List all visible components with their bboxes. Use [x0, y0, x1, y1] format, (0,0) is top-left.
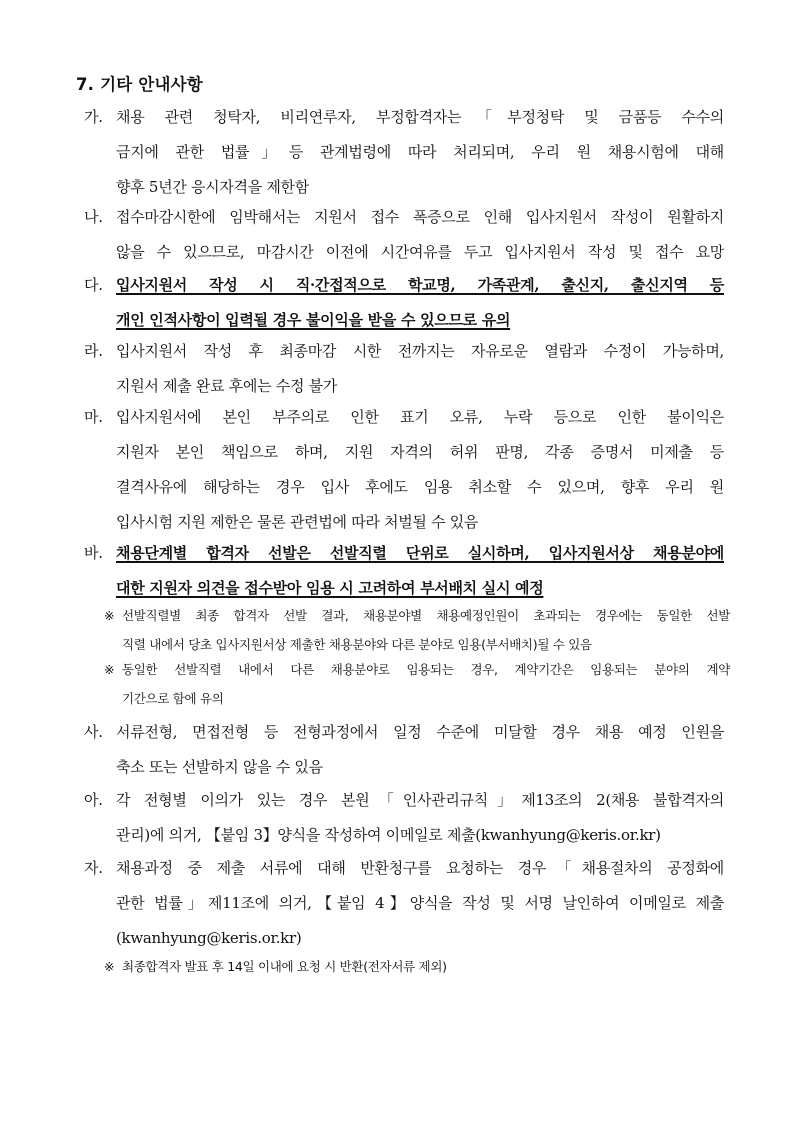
item-line: 채용과정 중 제출 서류에 대해 반환청구를 요청하는 경우「채용절차의 공정화에: [116, 859, 724, 877]
note-ja-1: [104, 952, 730, 981]
notice-item-ba: [84, 536, 724, 606]
notice-item-da: [84, 268, 724, 338]
note-line: 직렬 내에서 당초 입사지원서상 제출한 채용분야와 다른 분야로 임용(부서배치)될 수 있음: [122, 637, 592, 652]
notice-item-a: [84, 783, 724, 853]
note-line: 최종합격자 발표 후 14일 이내에 요청 시 반환(전자서류 제외): [122, 959, 447, 974]
item-marker: 아.: [84, 791, 103, 809]
item-line: 채용단계별 합격자 선발은 선발직렬 단위로 실시하며, 입사지원서상 채용분야에: [116, 544, 724, 562]
item-marker: 바.: [84, 544, 103, 562]
item-line: 채용 관련 청탁자, 비리연루자, 부정합격자는「부정청탁 및 금품등 수수의: [116, 108, 724, 126]
item-line: 관리)에 의거, 【붙임 3】양식을 작성하여 이메일로 제출(kwanhyung@keris.or.kr): [116, 826, 661, 844]
notice-item-ja: [84, 851, 724, 956]
item-line: 지원서 제출 완료 후에는 수정 불가: [116, 377, 338, 395]
note-marker: ※: [104, 662, 115, 677]
item-line: 입사시험 지원 제한은 물론 관련법에 따라 처벌될 수 있음: [116, 513, 479, 531]
item-line: 개인 인적사항이 입력될 경우 불이익을 받을 수 있으므로 유의: [116, 311, 511, 329]
item-marker: 사.: [84, 723, 103, 741]
item-line: 향후 5년간 응시자격을 제한함: [116, 178, 309, 196]
note-line: 선발직렬별 최종 합격자 선발 결과, 채용분야별 채용예정인원이 초과되는 경우에는 동일한 선발: [122, 608, 730, 623]
note-marker: ※: [104, 959, 115, 974]
item-line: 접수마감시한에 임박해서는 지원서 접수 폭증으로 인해 입사지원서 작성이 원활하지: [116, 208, 724, 226]
item-line: 않을 수 있으므로, 마감시간 이전에 시간여유를 두고 입사지원서 작성 및 접수 요망: [116, 243, 724, 261]
notice-item-ma: [84, 400, 724, 540]
item-line: (kwanhyung@keris.or.kr): [116, 929, 302, 947]
note-ba-1: [104, 601, 730, 659]
item-line: 지원자 본인 책임으로 하며, 지원 자격의 허위 판명, 각종 증명서 미제출 등: [116, 443, 724, 461]
item-line: 입사지원서에 본인 부주의로 인한 표기 오류, 누락 등으로 인한 불이익은: [116, 408, 724, 426]
item-line: 대한 지원자 의견을 접수받아 임용 시 고려하여 부서배치 실시 예정: [116, 579, 544, 597]
item-line: 입사지원서 작성 후 최종마감 시한 전까지는 자유로운 열람과 수정이 가능하며,: [116, 342, 724, 360]
item-marker: 다.: [84, 276, 103, 294]
notice-item-ga: [84, 100, 724, 205]
notice-item-sa: [84, 715, 724, 785]
item-marker: 라.: [84, 342, 103, 360]
item-marker: 자.: [84, 859, 103, 877]
notice-item-na: [84, 200, 724, 270]
item-line: 관한 법률」제11조에 의거,【붙임 4】양식을 작성 및 서명 날인하여 이메일로 제출: [116, 894, 724, 912]
note-marker: ※: [104, 608, 115, 623]
section-heading: 7. 기타 안내사항: [76, 75, 203, 94]
item-line: 입사지원서 작성 시 직·간접적으로 학교명, 가족관계, 출신지, 출신지역 등: [116, 276, 724, 294]
notice-item-ra: [84, 334, 724, 404]
item-line: 결격사유에 해당하는 경우 입사 후에도 임용 취소할 수 있으며, 향후 우리 원: [116, 478, 724, 496]
item-marker: 마.: [84, 408, 103, 426]
note-line: 동일한 선발직렬 내에서 다른 채용분야로 임용되는 경우, 계약기간은 임용되는 분야의 계약: [122, 662, 730, 677]
note-ba-2: [104, 655, 730, 713]
item-line: 금지에 관한 법률」등 관계법령에 따라 처리되며, 우리 원 채용시험에 대해: [116, 143, 724, 161]
item-marker: 가.: [84, 108, 103, 126]
item-line: 각 전형별 이의가 있는 경우 본원「인사관리규칙」제13조의 2(채용 불합격자의: [116, 791, 724, 809]
item-line: 축소 또는 선발하지 않을 수 있음: [116, 758, 323, 776]
item-marker: 나.: [84, 208, 103, 226]
note-line: 기간으로 함에 유의: [122, 691, 224, 706]
item-line: 서류전형, 면접전형 등 전형과정에서 일정 수준에 미달할 경우 채용 예정 인원을: [116, 723, 724, 741]
